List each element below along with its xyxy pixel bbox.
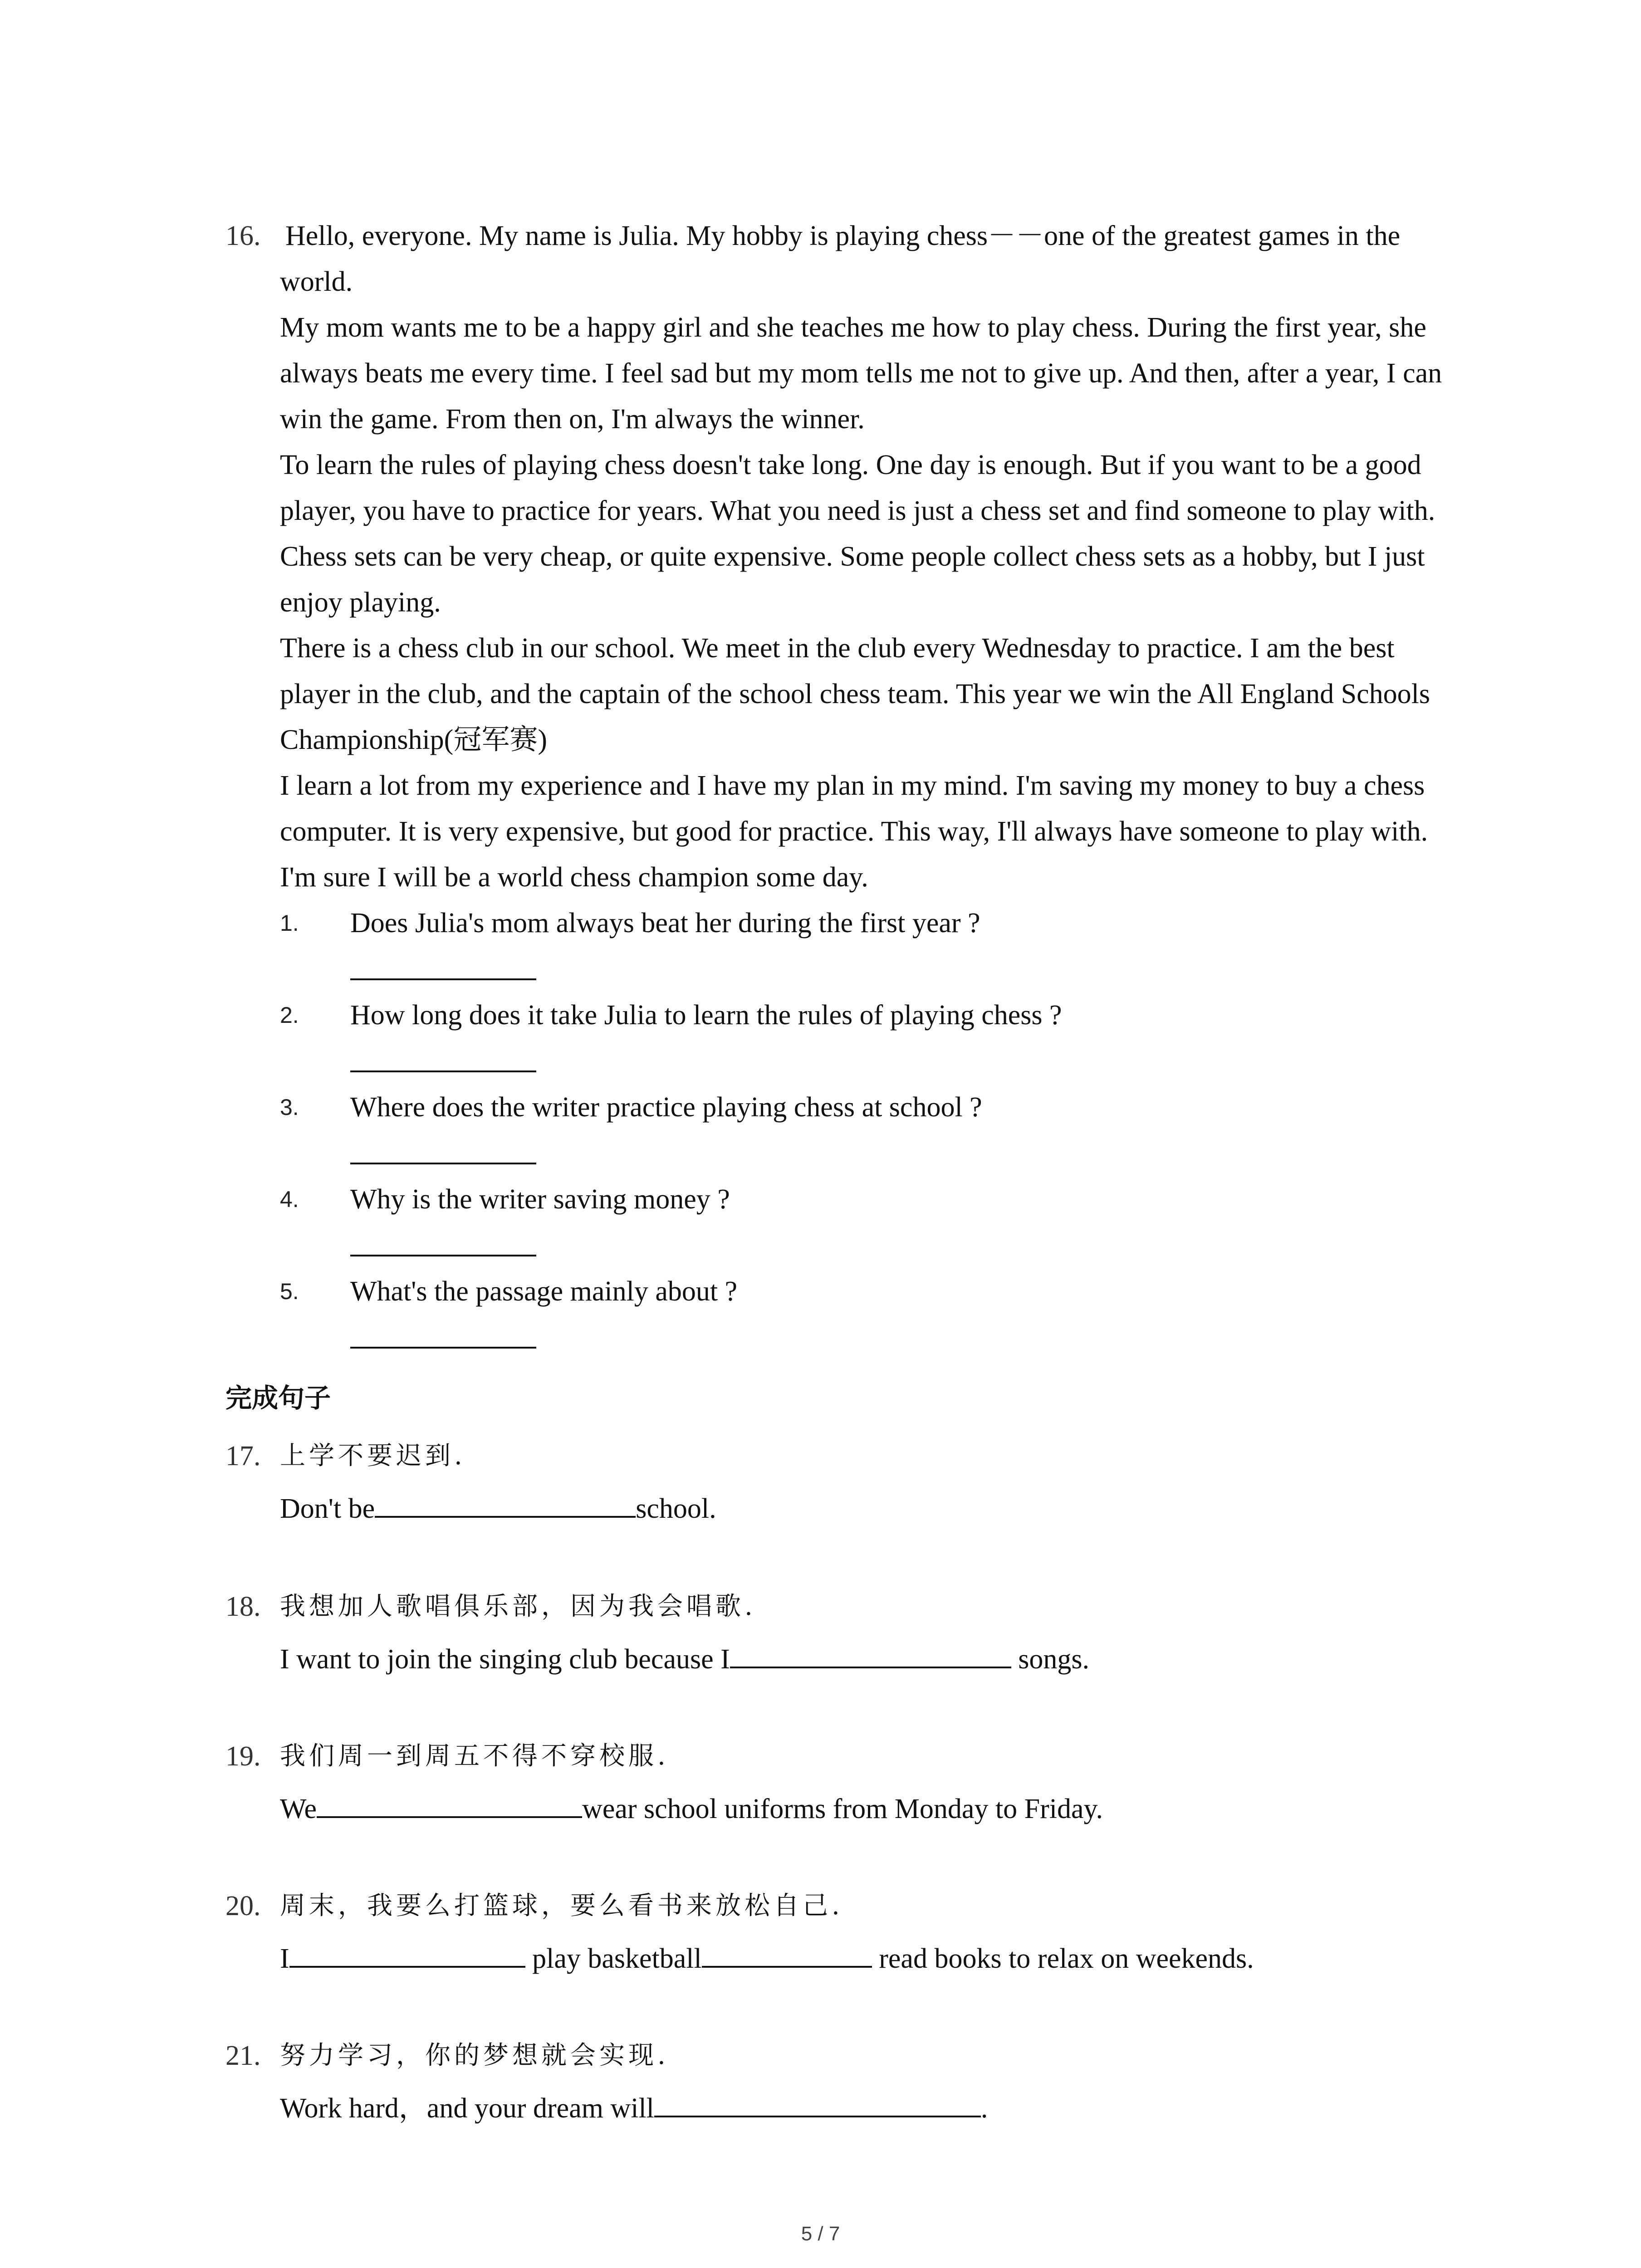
subquestion-number: 3. [280, 1095, 299, 1120]
subquestion-number: 1. [280, 910, 299, 936]
subquestion-5 [280, 1269, 1469, 1361]
answer-blank[interactable] [375, 1484, 636, 1518]
subquestion-4 [280, 1177, 1469, 1269]
page-number: 5 / 7 [801, 2223, 840, 2245]
subquestion-text: What's the passage mainly about ? [350, 1276, 738, 1307]
passage-paragraph-3: To learn the rules of playing chess doesn't take long. One day is enough. But if you want to be a good player, you have to practice for years. What you need is just a chess set and find someone to play with. Chess sets can be very cheap, or quite expensive. Some people collect chess sets as a hobby, but I just enjoy playing. [280, 450, 1435, 618]
reading-passage [280, 213, 1469, 900]
answer-blank[interactable] [350, 978, 536, 980]
subquestion-number: 5. [280, 1279, 299, 1304]
sentence-part: I [280, 1943, 289, 1974]
subquestion-text: Does Julia's mom always beat her during the first year ? [350, 908, 980, 938]
subquestion-text: Why is the writer saving money ? [350, 1184, 730, 1215]
sentence-part: play basketball [525, 1943, 702, 1974]
subquestion-2 [280, 992, 1469, 1085]
sentence-part: songs. [1011, 1644, 1090, 1675]
chinese-prompt: 周末，我要么打篮球，要么看书来放松自己. [280, 1891, 843, 1921]
answer-blank[interactable] [317, 1784, 582, 1818]
question-number: 21. [225, 2040, 261, 2071]
question-number: 18. [225, 1591, 261, 1622]
subquestion-number: 4. [280, 1187, 299, 1212]
answer-blank[interactable] [654, 2084, 981, 2117]
english-sentence [280, 1784, 1103, 1832]
chinese-prompt: 我想加人歌唱俱乐部，因为我会唱歌. [280, 1592, 756, 1621]
question-number: 20. [225, 1891, 261, 1921]
subquestion-1 [280, 900, 1469, 992]
sentence-part: read books to relax on weekends. [872, 1943, 1254, 1974]
question-number: 16. [225, 220, 261, 251]
question-16 [225, 213, 1469, 1361]
sentence-part: school. [636, 1493, 716, 1524]
subquestion-text: How long does it take Julia to learn the rules of playing chess ? [350, 1000, 1062, 1031]
question-number: 19. [225, 1741, 261, 1772]
answer-blank[interactable] [350, 1347, 536, 1349]
section-title: 完成句子 [225, 1383, 331, 1413]
chinese-prompt: 上学不要迟到. [280, 1441, 466, 1471]
sentence-part: . [980, 2093, 988, 2124]
sentence-part: We [280, 1794, 317, 1824]
passage-paragraph-4: There is a chess club in our school. We meet in the club every Wednesday to practice. I am the best player in the club, and the captain of the school chess team. This year we win the All England Schools Championship(冠军赛) [280, 633, 1430, 755]
passage-paragraph-5: I learn a lot from my experience and I have my plan in my mind. I'm saving my money to buy a chess computer. It is very expensive, but good for practice. This way, I'll always have someone to play with. I'm sure I will be a world chess champion some day. [280, 770, 1428, 893]
sentence-part: Work hard，and your dream will [280, 2093, 654, 2124]
answer-blank[interactable] [730, 1635, 1011, 1668]
english-sentence [280, 1635, 1089, 1682]
question-number: 17. [225, 1441, 261, 1471]
sentence-part: I want to join the singing club because I [280, 1644, 730, 1675]
answer-blank[interactable] [350, 1255, 536, 1256]
subquestion-text: Where does the writer practice playing chess at school ? [350, 1092, 982, 1123]
subquestion-number: 2. [280, 1002, 299, 1028]
subquestion-3 [280, 1085, 1469, 1177]
english-sentence [280, 1934, 1254, 1981]
sentence-part: wear school uniforms from Monday to Friday. [582, 1794, 1103, 1824]
answer-blank[interactable] [289, 1934, 525, 1968]
chinese-prompt: 努力学习，你的梦想就会实现. [280, 2041, 669, 2070]
english-sentence [280, 1484, 716, 1531]
answer-blank[interactable] [350, 1070, 536, 1072]
chinese-prompt: 我们周一到周五不得不穿校服. [280, 1741, 669, 1771]
answer-blank[interactable] [350, 1163, 536, 1164]
answer-blank[interactable] [702, 1934, 872, 1968]
passage-paragraph-2: My mom wants me to be a happy girl and she teaches me how to play chess. During the first year, she always beats me every time. I feel sad but my mom tells me not to give up. And then, after a year, I can win the game. From then on, I'm always the winner. [280, 312, 1442, 435]
passage-paragraph-1: Hello, everyone. My name is Julia. My hobby is playing chess－－one of the greatest games in the world. [280, 220, 1401, 297]
sentence-part: Don't be [280, 1493, 375, 1524]
english-sentence [280, 2084, 988, 2131]
